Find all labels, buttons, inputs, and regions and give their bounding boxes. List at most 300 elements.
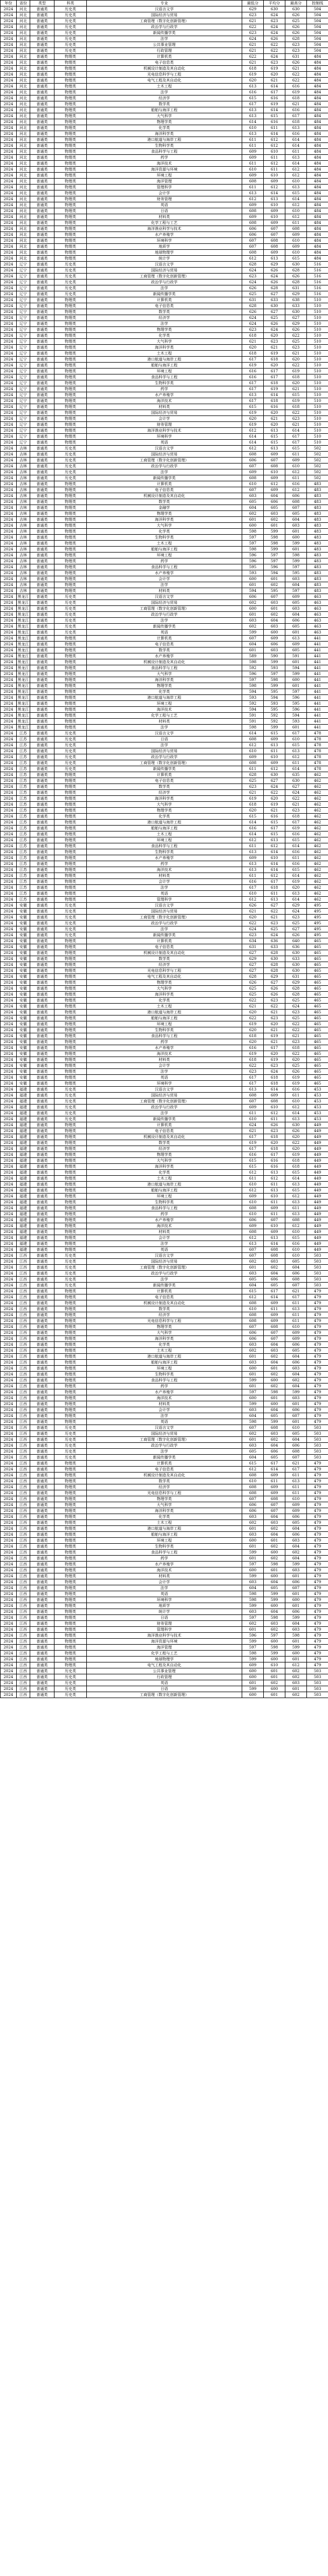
- min-score-cell: 614: [242, 119, 264, 125]
- province-cell: 辽宁: [17, 297, 30, 303]
- province-cell: 安徽: [17, 986, 30, 992]
- table-row: [1, 1395, 328, 1401]
- avg-score-cell: 603: [264, 600, 285, 606]
- category-cell: 物理类: [54, 416, 87, 422]
- major-cell: 经济学: [87, 962, 242, 968]
- province-cell: 辽宁: [17, 321, 30, 327]
- province-cell: 河北: [17, 226, 30, 232]
- avg-score-cell: 619: [264, 351, 285, 357]
- year-cell: 2024: [1, 1502, 17, 1508]
- min-score-cell: 603: [242, 493, 264, 499]
- max-score-cell: 616: [285, 861, 307, 867]
- type-cell: 普通类: [30, 778, 54, 784]
- min-score-cell: 598: [242, 683, 264, 689]
- major-cell: 环境工程: [87, 553, 242, 558]
- table-row: [1, 1063, 328, 1069]
- year-cell: 2024: [1, 125, 17, 131]
- category-cell: 物理类: [54, 1010, 87, 1016]
- min-score-cell: 603: [242, 1579, 264, 1585]
- max-score-cell: 614: [285, 428, 307, 434]
- type-cell: 普通类: [30, 725, 54, 731]
- min-score-cell: 605: [242, 1277, 264, 1283]
- province-cell: 江西: [17, 1283, 30, 1289]
- major-cell: 数学类: [87, 1140, 242, 1146]
- control-line-cell: 484: [307, 226, 328, 232]
- major-cell: 海洋资源与环境: [87, 167, 242, 173]
- min-score-cell: 608: [242, 220, 264, 226]
- table-row: [1, 541, 328, 547]
- control-line-cell: 479: [307, 1651, 328, 1657]
- control-line-cell: 484: [307, 84, 328, 90]
- table-row: [1, 1271, 328, 1277]
- province-cell: 吉林: [17, 499, 30, 505]
- category-cell: 物理类: [54, 713, 87, 719]
- year-cell: 2024: [1, 101, 17, 107]
- category-cell: 物理类: [54, 113, 87, 119]
- province-cell: 福建: [17, 1182, 30, 1188]
- year-cell: 2024: [1, 832, 17, 837]
- major-cell: 海洋科学类: [87, 796, 242, 802]
- table-row: [1, 1603, 328, 1609]
- max-score-cell: 603: [285, 1627, 307, 1633]
- year-cell: 2024: [1, 167, 17, 173]
- province-cell: 福建: [17, 1170, 30, 1176]
- control-line-cell: 465: [307, 1039, 328, 1045]
- min-score-cell: 599: [242, 630, 264, 636]
- table-row: [1, 1306, 328, 1312]
- province-cell: 江西: [17, 1372, 30, 1378]
- category-cell: 物理类: [54, 653, 87, 659]
- max-score-cell: 616: [285, 84, 307, 90]
- control-line-cell: 449: [307, 1223, 328, 1229]
- category-cell: 物理类: [54, 1122, 87, 1128]
- province-cell: 江西: [17, 1366, 30, 1372]
- control-line-cell: 465: [307, 992, 328, 998]
- type-cell: 普通类: [30, 345, 54, 351]
- min-score-cell: 607: [242, 636, 264, 642]
- min-score-cell: 610: [242, 167, 264, 173]
- avg-score-cell: 610: [264, 1105, 285, 1110]
- min-score-cell: 616: [242, 1152, 264, 1158]
- year-cell: 2024: [1, 529, 17, 535]
- min-score-cell: 607: [242, 1496, 264, 1502]
- max-score-cell: 609: [285, 642, 307, 648]
- control-line-cell: 503: [307, 1271, 328, 1277]
- category-cell: 物理类: [54, 1378, 87, 1384]
- category-cell: 物理类: [54, 179, 87, 185]
- year-cell: 2024: [1, 725, 17, 731]
- year-cell: 2024: [1, 1443, 17, 1449]
- category-cell: 物理类: [54, 1413, 87, 1419]
- type-cell: 普通类: [30, 1170, 54, 1176]
- max-score-cell: 604: [285, 612, 307, 618]
- type-cell: 普通类: [30, 1389, 54, 1395]
- avg-score-cell: 598: [264, 1562, 285, 1568]
- min-score-cell: 611: [242, 137, 264, 143]
- min-score-cell: 608: [242, 760, 264, 766]
- category-cell: 物理类: [54, 950, 87, 956]
- min-score-cell: 616: [242, 369, 264, 374]
- table-row: [1, 1473, 328, 1478]
- year-cell: 2024: [1, 493, 17, 499]
- max-score-cell: 621: [285, 386, 307, 392]
- category-cell: 物理类: [54, 837, 87, 843]
- control-line-cell: 478: [307, 766, 328, 772]
- max-score-cell: 607: [285, 505, 307, 511]
- avg-score-cell: 628: [264, 962, 285, 968]
- avg-score-cell: 604: [264, 1342, 285, 1348]
- avg-score-cell: 610: [264, 149, 285, 155]
- year-cell: 2024: [1, 849, 17, 855]
- year-cell: 2024: [1, 517, 17, 523]
- table-row: [1, 1680, 328, 1686]
- year-cell: 2024: [1, 1532, 17, 1538]
- control-line-cell: 479: [307, 1384, 328, 1389]
- type-cell: 普通类: [30, 262, 54, 268]
- type-cell: 普通类: [30, 659, 54, 665]
- avg-score-cell: 610: [264, 1194, 285, 1200]
- control-line-cell: 504: [307, 12, 328, 18]
- control-line-cell: 484: [307, 66, 328, 72]
- min-score-cell: 595: [242, 564, 264, 570]
- avg-score-cell: 607: [264, 226, 285, 232]
- max-score-cell: 602: [285, 1550, 307, 1556]
- table-row: [1, 980, 328, 986]
- max-score-cell: 614: [285, 897, 307, 903]
- table-row: [1, 333, 328, 339]
- major-cell: 政治学与行政学: [87, 1443, 242, 1449]
- type-cell: 普通类: [30, 630, 54, 636]
- max-score-cell: 630: [285, 6, 307, 12]
- year-cell: 2024: [1, 600, 17, 606]
- table-row: [1, 630, 328, 636]
- category-cell: 物理类: [54, 1550, 87, 1556]
- province-cell: 江西: [17, 1401, 30, 1407]
- province-cell: 江西: [17, 1360, 30, 1366]
- max-score-cell: 610: [285, 1099, 307, 1105]
- major-cell: 电子信息类: [87, 1294, 242, 1300]
- category-cell: 物理类: [54, 1538, 87, 1544]
- min-score-cell: 617: [242, 357, 264, 363]
- min-score-cell: 627: [242, 950, 264, 956]
- max-score-cell: 601: [285, 683, 307, 689]
- min-score-cell: 618: [242, 802, 264, 808]
- type-cell: 普通类: [30, 499, 54, 505]
- category-cell: 物理类: [54, 683, 87, 689]
- category-cell: 物理类: [54, 1039, 87, 1045]
- year-cell: 2024: [1, 380, 17, 386]
- province-cell: 河北: [17, 244, 30, 250]
- max-score-cell: 625: [285, 998, 307, 1004]
- major-cell: 工商管理（数字化创新管理）: [87, 915, 242, 921]
- avg-score-cell: 603: [264, 624, 285, 630]
- major-cell: 食品科学与工程: [87, 843, 242, 849]
- province-cell: 江西: [17, 1639, 30, 1645]
- table-row: [1, 760, 328, 766]
- table-row: [1, 1579, 328, 1585]
- max-score-cell: 630: [285, 962, 307, 968]
- major-cell: 经济学: [87, 1484, 242, 1490]
- max-score-cell: 623: [285, 345, 307, 351]
- avg-score-cell: 611: [264, 1306, 285, 1312]
- year-cell: 2024: [1, 1348, 17, 1354]
- table-row: [1, 1021, 328, 1027]
- year-cell: 2024: [1, 321, 17, 327]
- type-cell: 普通类: [30, 90, 54, 96]
- category-cell: 物理类: [54, 363, 87, 369]
- min-score-cell: 617: [242, 386, 264, 392]
- control-line-cell: 479: [307, 1395, 328, 1401]
- max-score-cell: 603: [285, 1395, 307, 1401]
- major-cell: 大气科学: [87, 802, 242, 808]
- major-cell: 物理学类: [87, 808, 242, 814]
- max-score-cell: 617: [285, 820, 307, 826]
- avg-score-cell: 618: [264, 1146, 285, 1152]
- province-cell: 黑龙江: [17, 612, 29, 617]
- year-cell: 2024: [1, 505, 17, 511]
- major-cell: 地球物理学: [87, 250, 242, 256]
- year-cell: 2024: [1, 547, 17, 553]
- province-cell: 河北: [17, 96, 30, 101]
- category-cell: 物理类: [54, 1395, 87, 1401]
- max-score-cell: 603: [285, 523, 307, 529]
- avg-score-cell: 602: [264, 517, 285, 523]
- min-score-cell: 607: [242, 464, 264, 469]
- min-score-cell: 628: [242, 262, 264, 268]
- type-cell: 普通类: [30, 380, 54, 386]
- province-cell: 江西: [17, 1253, 30, 1259]
- year-cell: 2024: [1, 1419, 17, 1425]
- province-cell: 黑龙江: [17, 630, 29, 635]
- min-score-cell: 628: [242, 974, 264, 980]
- min-score-cell: 602: [242, 600, 264, 606]
- control-line-cell: 441: [307, 725, 328, 731]
- major-cell: 材料类: [87, 719, 242, 725]
- table-row: [1, 1087, 328, 1093]
- table-row: [1, 1045, 328, 1051]
- category-cell: 物理类: [54, 1021, 87, 1027]
- control-line-cell: 510: [307, 303, 328, 309]
- major-cell: 政治学与行政学: [87, 280, 242, 285]
- max-score-cell: 608: [285, 226, 307, 232]
- type-cell: 普通类: [30, 1110, 54, 1116]
- max-score-cell: 591: [285, 653, 307, 659]
- min-score-cell: 604: [242, 1585, 264, 1591]
- year-cell: 2024: [1, 742, 17, 748]
- table-row: [1, 1502, 328, 1508]
- type-cell: 普通类: [30, 469, 54, 475]
- category-cell: 物理类: [54, 1158, 87, 1164]
- table-row: [1, 606, 328, 612]
- year-cell: 2024: [1, 1425, 17, 1431]
- table-row: [1, 1146, 328, 1152]
- table-row: [1, 1425, 328, 1431]
- min-score-cell: 603: [242, 1532, 264, 1538]
- province-cell: 江苏: [17, 885, 30, 891]
- type-cell: 普通类: [30, 72, 54, 78]
- max-score-cell: 611: [285, 1312, 307, 1318]
- category-cell: 物理类: [54, 1603, 87, 1609]
- major-cell: 物理学类: [87, 1152, 242, 1158]
- avg-score-cell: 614: [264, 1241, 285, 1247]
- control-line-cell: 449: [307, 1164, 328, 1170]
- max-score-cell: 615: [285, 190, 307, 196]
- max-score-cell: 606: [285, 1342, 307, 1348]
- category-cell: 物理类: [54, 802, 87, 808]
- max-score-cell: 621: [285, 1033, 307, 1039]
- year-cell: 2024: [1, 1116, 17, 1122]
- avg-score-cell: 609: [264, 1300, 285, 1306]
- max-score-cell: 606: [285, 1360, 307, 1366]
- control-line-cell: 483: [307, 541, 328, 547]
- major-cell: 行政管理: [87, 1674, 242, 1680]
- year-cell: 2024: [1, 220, 17, 226]
- control-line-cell: 516: [307, 268, 328, 274]
- control-line-cell: 484: [307, 137, 328, 143]
- min-score-cell: 593: [242, 570, 264, 576]
- control-line-cell: 465: [307, 944, 328, 950]
- control-line-cell: 484: [307, 190, 328, 196]
- major-cell: 机械设计制造及其自动化: [87, 1300, 242, 1306]
- major-cell: 英语: [87, 440, 242, 446]
- category-cell: 物理类: [54, 968, 87, 974]
- avg-score-cell: 604: [264, 1514, 285, 1520]
- max-score-cell: 611: [285, 1318, 307, 1324]
- major-cell: 药学: [87, 1556, 242, 1562]
- avg-score-cell: 615: [264, 731, 285, 737]
- year-cell: 2024: [1, 333, 17, 339]
- max-score-cell: 638: [285, 297, 307, 303]
- province-cell: 江苏: [17, 897, 30, 903]
- year-cell: 2024: [1, 54, 17, 60]
- province-cell: 江西: [17, 1389, 30, 1395]
- table-row: [1, 54, 328, 60]
- type-cell: 普通类: [30, 1502, 54, 1508]
- max-score-cell: 603: [285, 576, 307, 582]
- max-score-cell: 610: [285, 1425, 307, 1431]
- category-cell: 历史类: [54, 766, 87, 772]
- major-cell: 食品科学与工程: [87, 564, 242, 570]
- avg-score-cell: 626: [264, 321, 285, 327]
- avg-score-cell: 608: [264, 238, 285, 244]
- category-cell: 物理类: [54, 980, 87, 986]
- control-line-cell: 465: [307, 1027, 328, 1033]
- province-cell: 辽宁: [17, 404, 30, 410]
- avg-score-cell: 627: [264, 778, 285, 784]
- table-row: [1, 1010, 328, 1016]
- avg-score-cell: 621: [264, 416, 285, 422]
- major-cell: 法学: [87, 321, 242, 327]
- table-row: [1, 1348, 328, 1354]
- year-cell: 2024: [1, 1455, 17, 1461]
- table-row: [1, 1526, 328, 1532]
- type-cell: 普通类: [30, 131, 54, 137]
- year-cell: 2024: [1, 280, 17, 285]
- min-score-cell: 626: [242, 309, 264, 315]
- major-cell: 环境工程: [87, 1366, 242, 1372]
- max-score-cell: 612: [285, 214, 307, 220]
- type-cell: 普通类: [30, 1573, 54, 1579]
- min-score-cell: 606: [242, 1502, 264, 1508]
- avg-score-cell: 610: [264, 754, 285, 760]
- type-cell: 普通类: [30, 612, 54, 618]
- min-score-cell: 602: [242, 1348, 264, 1354]
- major-cell: 食品科学与工程: [87, 665, 242, 671]
- major-cell: 法学: [87, 725, 242, 731]
- province-cell: 江苏: [17, 849, 30, 855]
- max-score-cell: 618: [285, 119, 307, 125]
- table-row: [1, 843, 328, 849]
- type-cell: 普通类: [30, 196, 54, 202]
- max-score-cell: 601: [285, 547, 307, 553]
- max-score-cell: 624: [285, 909, 307, 915]
- major-cell: 国际经济与贸易: [87, 12, 242, 18]
- table-row: [1, 558, 328, 564]
- province-cell: 江苏: [17, 826, 30, 832]
- category-cell: 历史类: [54, 909, 87, 915]
- major-cell: 新闻传播学类: [87, 932, 242, 938]
- category-cell: 历史类: [54, 291, 87, 297]
- province-cell: 黑龙江: [17, 678, 29, 682]
- control-line-cell: 484: [307, 119, 328, 125]
- category-cell: 物理类: [54, 1633, 87, 1639]
- category-cell: 历史类: [54, 12, 87, 18]
- max-score-cell: 621: [285, 1461, 307, 1467]
- table-row: [1, 428, 328, 434]
- max-score-cell: 607: [285, 1585, 307, 1591]
- category-cell: 物理类: [54, 1372, 87, 1378]
- control-line-cell: 483: [307, 564, 328, 570]
- min-score-cell: 622: [242, 54, 264, 60]
- min-score-cell: 624: [242, 315, 264, 321]
- control-line-cell: 479: [307, 1508, 328, 1514]
- major-cell: 会计学: [87, 416, 242, 422]
- year-cell: 2024: [1, 1158, 17, 1164]
- control-line-cell: 479: [307, 1473, 328, 1478]
- table-row: [1, 1033, 328, 1039]
- avg-score-cell: 620: [264, 1051, 285, 1057]
- province-cell: 江苏: [17, 802, 30, 808]
- max-score-cell: 623: [285, 48, 307, 54]
- year-cell: 2024: [1, 1312, 17, 1318]
- province-cell: 河北: [17, 119, 30, 125]
- min-score-cell: 601: [242, 1265, 264, 1271]
- major-cell: 化学类: [87, 689, 242, 695]
- category-cell: 历史类: [54, 464, 87, 469]
- province-cell: 福建: [17, 1099, 30, 1105]
- avg-score-cell: 618: [264, 885, 285, 891]
- year-cell: 2024: [1, 428, 17, 434]
- major-cell: 法学: [87, 285, 242, 291]
- avg-score-cell: 611: [264, 155, 285, 161]
- table-row: [1, 410, 328, 416]
- major-cell: 环境科学: [87, 434, 242, 440]
- avg-score-cell: 613: [264, 742, 285, 748]
- control-line-cell: 495: [307, 915, 328, 921]
- province-cell: 河北: [17, 167, 30, 173]
- max-score-cell: 599: [285, 558, 307, 564]
- category-cell: 物理类: [54, 1384, 87, 1389]
- major-cell: 统计学: [87, 1609, 242, 1615]
- min-score-cell: 597: [242, 1389, 264, 1395]
- avg-score-cell: 636: [264, 938, 285, 944]
- major-cell: 新闻传播学类: [87, 291, 242, 297]
- min-score-cell: 608: [242, 1484, 264, 1490]
- control-line-cell: 483: [307, 553, 328, 558]
- max-score-cell: 597: [285, 588, 307, 594]
- province-cell: 江西: [17, 1378, 30, 1384]
- category-cell: 历史类: [54, 1437, 87, 1443]
